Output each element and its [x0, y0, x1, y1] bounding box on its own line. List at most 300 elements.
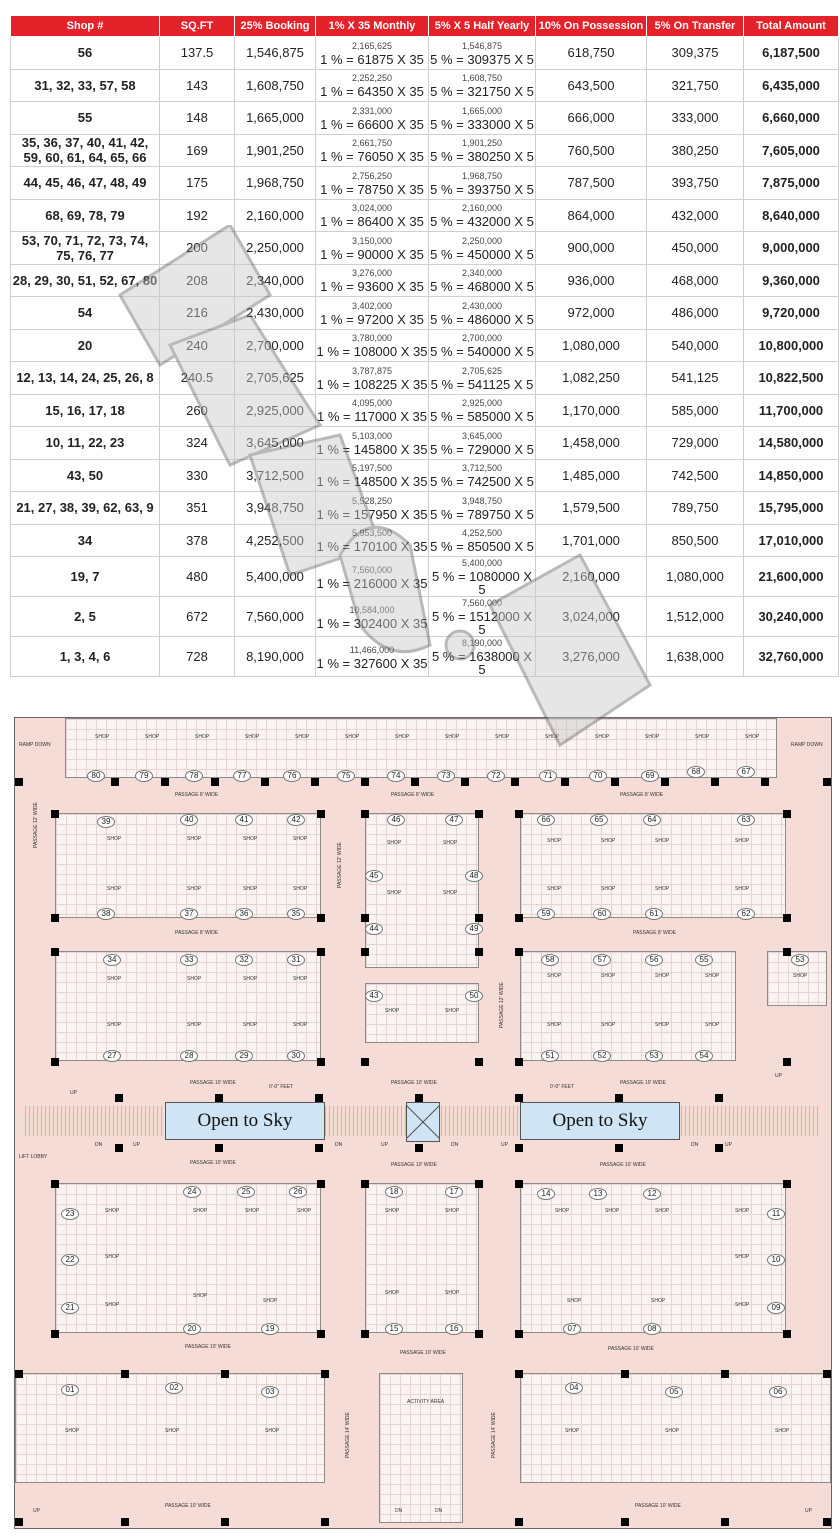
cell-formula: 5 % = 1080000 X 5	[431, 569, 533, 597]
structural-column	[15, 778, 23, 786]
structural-column	[317, 1330, 325, 1338]
shop-number-badge: 35	[287, 908, 305, 920]
half-yearly-cell	[429, 69, 536, 102]
shop-label: SHOP	[385, 1208, 400, 1214]
structural-column	[461, 778, 469, 786]
sqft-cell: 143	[160, 69, 235, 102]
total-amount-cell: 7,875,000	[744, 167, 839, 200]
col-header-booking: 25% Booking	[235, 16, 316, 37]
structural-column	[823, 1370, 831, 1378]
shop-label: SHOP	[445, 1290, 460, 1296]
booking-cell: 4,252,500	[235, 524, 316, 557]
shop-number-badge: 71	[539, 770, 557, 782]
shop-label: SHOP	[345, 734, 360, 740]
booking-cell: 1,665,000	[235, 102, 316, 135]
shop-label: SHOP	[293, 886, 308, 892]
shop-number-badge: 17	[445, 1186, 463, 1198]
payment-plan-table	[10, 15, 839, 677]
transfer-cell: 850,500	[647, 524, 744, 557]
cell-total-value: 5,197,500	[351, 463, 393, 474]
cell-formula: 1 % = 327600 X 35	[316, 655, 428, 671]
cell-total-value: 1,665,000	[461, 105, 503, 116]
total-amount-cell: 30,240,000	[744, 597, 839, 637]
sqft-cell: 148	[160, 102, 235, 135]
possession-cell: 1,579,500	[536, 492, 647, 525]
structural-column	[315, 1094, 323, 1102]
cell-total-value: 2,756,250	[351, 170, 393, 181]
cell-formula: 1 % = 117000 X 35	[317, 409, 427, 425]
cell-total-value: 4,095,000	[351, 398, 393, 409]
shop-number-badge: 30	[287, 1050, 305, 1062]
structural-column	[215, 1094, 223, 1102]
shop-number-badge: 60	[593, 908, 611, 920]
booking-cell: 2,250,000	[235, 232, 316, 265]
shop-number-badge: 67	[737, 766, 755, 778]
block-upper-center	[365, 813, 479, 968]
total-amount-cell: 9,000,000	[744, 232, 839, 265]
sqft-cell: 378	[160, 524, 235, 557]
shop-number-badge: 21	[61, 1302, 79, 1314]
cell-formula: 5 % = 333000 X 5	[430, 116, 534, 132]
structural-column	[161, 778, 169, 786]
shop-label: SHOP	[105, 1302, 120, 1308]
structural-column	[51, 810, 59, 818]
cell-formula: 5 % = 309375 X 5	[430, 51, 534, 67]
stair-up-label: UP	[33, 1508, 40, 1514]
shop-label: SHOP	[297, 1208, 312, 1214]
cell-formula: 5 % = 321750 X 5	[430, 84, 534, 100]
col-header-possession: 10% On Possession	[536, 16, 647, 37]
possession-cell: 1,701,000	[536, 524, 647, 557]
cell-formula: 5 % = 468000 X 5	[430, 279, 534, 295]
shop-numbers-cell: 2, 5	[11, 597, 160, 637]
monthly-cell	[316, 459, 429, 492]
monthly-cell	[316, 492, 429, 525]
shop-label: SHOP	[145, 734, 160, 740]
monthly-cell	[316, 232, 429, 265]
monthly-cell	[316, 427, 429, 460]
structural-column	[475, 914, 483, 922]
shop-label: SHOP	[695, 734, 710, 740]
shop-label: SHOP	[243, 836, 258, 842]
table-row	[11, 69, 839, 102]
shop-label: SHOP	[601, 973, 616, 979]
shop-label: SHOP	[655, 838, 670, 844]
col-header-total: Total Amount	[744, 16, 839, 37]
shop-label: SHOP	[547, 886, 562, 892]
structural-column	[475, 1330, 483, 1338]
passage-label: PASSAGE 10' WIDE	[620, 1080, 666, 1086]
cell-formula: 1 % = 148500 X 35	[316, 474, 428, 490]
shop-label: SHOP	[445, 1008, 460, 1014]
possession-cell: 3,024,000	[536, 597, 647, 637]
shop-numbers-cell: 68, 69, 78, 79	[11, 199, 160, 232]
shop-label: SHOP	[547, 838, 562, 844]
shop-number-badge: 26	[289, 1186, 307, 1198]
structural-column	[475, 1180, 483, 1188]
structural-column	[515, 1144, 523, 1152]
open-to-sky-left: Open to Sky	[165, 1102, 325, 1140]
half-yearly-cell	[429, 524, 536, 557]
sqft-cell: 480	[160, 557, 235, 597]
shop-number-badge: 37	[180, 908, 198, 920]
structural-column	[783, 1330, 791, 1338]
shop-label: SHOP	[705, 973, 720, 979]
shop-number-badge: 32	[235, 954, 253, 966]
booking-cell: 2,925,000	[235, 394, 316, 427]
shop-label: SHOP	[705, 1022, 720, 1028]
cell-formula: 1 % = 78750 X 35	[320, 181, 424, 197]
sqft-cell: 175	[160, 167, 235, 200]
structural-column	[411, 778, 419, 786]
shop-number-badge: 68	[687, 766, 705, 778]
transfer-cell: 333,000	[647, 102, 744, 135]
cell-formula: 5 % = 541125 X 5	[430, 376, 534, 392]
shop-number-badge: 58	[541, 954, 559, 966]
shop-label: SHOP	[547, 973, 562, 979]
cell-total-value: 11,466,000	[349, 644, 395, 655]
cell-formula: 1 % = 97200 X 35	[320, 311, 424, 327]
shop-number-badge: 33	[180, 954, 198, 966]
shop-number-badge: 64	[643, 814, 661, 826]
shop-label: SHOP	[243, 976, 258, 982]
shop-number-badge: 61	[645, 908, 663, 920]
block-upper-left	[55, 813, 321, 918]
table-row	[11, 459, 839, 492]
shop-label: SHOP	[655, 973, 670, 979]
sqft-cell: 192	[160, 199, 235, 232]
table-row	[11, 557, 839, 597]
possession-cell: 760,500	[536, 134, 647, 167]
shop-label: SHOP	[243, 886, 258, 892]
structural-column	[721, 1370, 729, 1378]
ramp-down-right: RAMP DOWN	[791, 742, 823, 748]
shop-label: SHOP	[735, 1302, 750, 1308]
cell-formula: 5 % = 432000 X 5	[430, 214, 534, 230]
structural-column	[321, 1518, 329, 1526]
shop-numbers-cell: 12, 13, 14, 24, 25, 26, 8	[11, 362, 160, 395]
shop-number-badge: 14	[537, 1188, 555, 1200]
shop-number-badge: 36	[235, 908, 253, 920]
sqft-cell: 240.5	[160, 362, 235, 395]
booking-cell: 1,968,750	[235, 167, 316, 200]
shop-label: SHOP	[193, 1208, 208, 1214]
monthly-cell	[316, 524, 429, 557]
passage-vertical-label: PASSAGE 14' WIDE	[491, 1412, 497, 1458]
shop-label: SHOP	[385, 1290, 400, 1296]
possession-cell: 900,000	[536, 232, 647, 265]
cell-total-value: 3,645,000	[461, 430, 503, 441]
cell-formula: 1 % = 170100 X 35	[316, 539, 428, 555]
cell-total-value: 1,901,250	[461, 138, 503, 149]
shop-label: SHOP	[445, 734, 460, 740]
shop-label: SHOP	[651, 1298, 666, 1304]
booking-cell: 2,340,000	[235, 264, 316, 297]
structural-column	[51, 1180, 59, 1188]
shop-label: SHOP	[443, 890, 458, 896]
shop-label: SHOP	[745, 734, 760, 740]
table-row	[11, 232, 839, 265]
structural-column	[621, 1370, 629, 1378]
col-header-sqft: SQ.FT	[160, 16, 235, 37]
structural-column	[321, 1370, 329, 1378]
structural-column	[115, 1094, 123, 1102]
total-amount-cell: 14,580,000	[744, 427, 839, 460]
structural-column	[15, 1370, 23, 1378]
cell-total-value: 3,780,000	[351, 333, 393, 344]
shop-number-badge: 77	[233, 770, 251, 782]
total-amount-cell: 7,605,000	[744, 134, 839, 167]
shop-label: SHOP	[495, 734, 510, 740]
shop-number-badge: 75	[337, 770, 355, 782]
structural-column	[615, 1144, 623, 1152]
structural-column	[317, 914, 325, 922]
passage-vertical-label: PASSAGE 12' WIDE	[499, 982, 505, 1028]
total-amount-cell: 10,800,000	[744, 329, 839, 362]
shop-numbers-cell: 56	[11, 37, 160, 70]
block-middle-right	[520, 951, 736, 1061]
structural-column	[561, 778, 569, 786]
shop-label: SHOP	[107, 1022, 122, 1028]
sqft-cell: 216	[160, 297, 235, 330]
structural-column	[515, 948, 523, 956]
shop-label: SHOP	[545, 734, 560, 740]
structural-column	[317, 810, 325, 818]
shop-number-badge: 69	[641, 770, 659, 782]
shop-number-badge: 59	[537, 908, 555, 920]
cell-total-value: 5,953,500	[351, 528, 393, 539]
total-amount-cell: 9,720,000	[744, 297, 839, 330]
passage-label: PASSAGE 10' WIDE	[165, 1503, 211, 1509]
shop-label: SHOP	[443, 840, 458, 846]
shop-label: SHOP	[601, 838, 616, 844]
possession-cell: 1,170,000	[536, 394, 647, 427]
stair-down-label: DN	[451, 1142, 459, 1148]
cell-formula: 5 % = 1638000 X 5	[431, 649, 533, 677]
shop-number-badge: 47	[445, 814, 463, 826]
stair-down-label: DN	[335, 1142, 343, 1148]
shop-number-badge: 56	[645, 954, 663, 966]
monthly-cell	[316, 557, 429, 597]
cell-total-value: 5,103,000	[351, 430, 393, 441]
shop-numbers-cell: 35, 36, 37, 40, 41, 42, 59, 60, 61, 64, 65, 66	[11, 134, 160, 167]
shop-label: SHOP	[165, 1428, 180, 1434]
monthly-cell	[316, 597, 429, 637]
shop-label: SHOP	[655, 1208, 670, 1214]
cell-formula: 1 % = 93600 X 35	[320, 279, 424, 295]
possession-cell: 1,458,000	[536, 427, 647, 460]
shop-number-badge: 10	[767, 1254, 785, 1266]
total-amount-cell: 21,600,000	[744, 557, 839, 597]
shop-label: SHOP	[555, 1208, 570, 1214]
shop-numbers-cell: 1, 3, 4, 6	[11, 637, 160, 677]
sqft-cell: 169	[160, 134, 235, 167]
structural-column	[261, 778, 269, 786]
shop-number-badge: 52	[593, 1050, 611, 1062]
structural-column	[415, 1144, 423, 1152]
shop-label: SHOP	[263, 1298, 278, 1304]
transfer-cell: 380,250	[647, 134, 744, 167]
cell-formula: 1 % = 64350 X 35	[320, 84, 424, 100]
sqft-cell: 672	[160, 597, 235, 637]
cell-total-value: 2,340,000	[461, 268, 503, 279]
feet-marker: 0'-0" FEET	[269, 1084, 294, 1090]
half-yearly-cell	[429, 362, 536, 395]
booking-cell: 1,901,250	[235, 134, 316, 167]
cell-total-value: 3,150,000	[351, 235, 393, 246]
half-yearly-cell	[429, 492, 536, 525]
shop-number-badge: 08	[643, 1323, 661, 1335]
passage-label: PASSAGE 8' WIDE	[391, 792, 435, 798]
cell-total-value: 2,661,750	[351, 138, 393, 149]
half-yearly-cell	[429, 329, 536, 362]
structural-column	[475, 810, 483, 818]
structural-column	[317, 948, 325, 956]
possession-cell: 618,750	[536, 37, 647, 70]
structural-column	[315, 1144, 323, 1152]
structural-column	[51, 948, 59, 956]
stair-up-label: UP	[501, 1142, 508, 1148]
structural-column	[823, 778, 831, 786]
structural-column	[515, 1058, 523, 1066]
transfer-cell: 432,000	[647, 199, 744, 232]
passage-label: PASSAGE 8' WIDE	[620, 792, 664, 798]
void-center	[406, 1102, 440, 1142]
shop-number-badge: 51	[541, 1050, 559, 1062]
booking-cell: 3,712,500	[235, 459, 316, 492]
stair-up-label: UP	[70, 1090, 77, 1096]
shop-number-badge: 44	[365, 923, 383, 935]
transfer-cell: 468,000	[647, 264, 744, 297]
half-yearly-cell	[429, 199, 536, 232]
structural-column	[51, 914, 59, 922]
shop-label: SHOP	[265, 1428, 280, 1434]
monthly-cell	[316, 362, 429, 395]
structural-column	[515, 1518, 523, 1526]
sqft-cell: 137.5	[160, 37, 235, 70]
structural-column	[121, 1518, 129, 1526]
stair-up-label: UP	[805, 1508, 812, 1514]
shop-label: SHOP	[243, 1022, 258, 1028]
structural-column	[515, 810, 523, 818]
booking-cell: 3,645,000	[235, 427, 316, 460]
structural-column	[715, 1144, 723, 1152]
block-upper-right	[520, 813, 786, 918]
booking-cell: 7,560,000	[235, 597, 316, 637]
structural-column	[711, 778, 719, 786]
shop-label: SHOP	[775, 1428, 790, 1434]
shop-number-badge: 38	[97, 908, 115, 920]
table-row	[11, 329, 839, 362]
structural-column	[361, 810, 369, 818]
shop-number-badge: 05	[665, 1386, 683, 1398]
table-row	[11, 102, 839, 135]
structural-column	[783, 1058, 791, 1066]
booking-cell: 5,400,000	[235, 557, 316, 597]
structural-column	[115, 1144, 123, 1152]
cell-total-value: 1,608,750	[461, 73, 503, 84]
shop-numbers-cell: 15, 16, 17, 18	[11, 394, 160, 427]
shop-numbers-cell: 43, 50	[11, 459, 160, 492]
passage-label: PASSAGE 10' WIDE	[190, 1160, 236, 1166]
transfer-cell: 541,125	[647, 362, 744, 395]
shop-number-badge: 09	[767, 1302, 785, 1314]
monthly-cell	[316, 297, 429, 330]
cell-total-value: 7,560,000	[461, 598, 503, 608]
shop-number-badge: 40	[180, 814, 198, 826]
shop-number-badge: 46	[387, 814, 405, 826]
block-lower-center	[365, 1183, 479, 1333]
cell-formula: 5 % = 729000 X 5	[430, 441, 534, 457]
cell-formula: 5 % = 540000 X 5	[430, 344, 534, 360]
sqft-cell: 324	[160, 427, 235, 460]
open-to-sky-right: Open to Sky	[520, 1102, 680, 1140]
transfer-cell: 742,500	[647, 459, 744, 492]
possession-cell: 2,160,000	[536, 557, 647, 597]
shop-number-badge: 11	[767, 1208, 785, 1220]
half-yearly-cell	[429, 557, 536, 597]
shop-numbers-cell: 44, 45, 46, 47, 48, 49	[11, 167, 160, 200]
shop-number-badge: 39	[97, 816, 115, 828]
monthly-cell	[316, 264, 429, 297]
structural-column	[715, 1094, 723, 1102]
sqft-cell: 208	[160, 264, 235, 297]
cell-formula: 1 % = 302400 X 35	[316, 615, 428, 631]
shop-label: SHOP	[187, 976, 202, 982]
table-row	[11, 492, 839, 525]
cell-total-value: 3,024,000	[351, 203, 393, 214]
total-amount-cell: 8,640,000	[744, 199, 839, 232]
shop-label: SHOP	[595, 734, 610, 740]
shop-number-badge: 72	[487, 770, 505, 782]
cell-formula: 1 % = 76050 X 35	[320, 149, 424, 165]
shop-number-badge: 63	[737, 814, 755, 826]
shop-number-badge: 19	[261, 1323, 279, 1335]
monthly-cell	[316, 199, 429, 232]
sqft-cell: 728	[160, 637, 235, 677]
table-row	[11, 134, 839, 167]
table-row	[11, 264, 839, 297]
structural-column	[361, 914, 369, 922]
passage-vertical-label: PASSAGE 12' WIDE	[33, 802, 39, 848]
shop-number-badge: 65	[590, 814, 608, 826]
structural-column	[361, 1330, 369, 1338]
half-yearly-cell	[429, 102, 536, 135]
monthly-cell	[316, 167, 429, 200]
structural-column	[615, 1094, 623, 1102]
shop-label: SHOP	[65, 1428, 80, 1434]
structural-column	[823, 1518, 831, 1526]
shop-label: SHOP	[601, 886, 616, 892]
shop-numbers-cell: 19, 7	[11, 557, 160, 597]
shop-numbers-cell: 28, 29, 30, 51, 52, 67, 80	[11, 264, 160, 297]
shop-number-badge: 20	[183, 1323, 201, 1335]
structural-column	[783, 948, 791, 956]
structural-column	[515, 1330, 523, 1338]
shop-number-badge: 18	[385, 1186, 403, 1198]
passage-label: PASSAGE 10' WIDE	[190, 1080, 236, 1086]
cell-total-value: 1,968,750	[461, 170, 503, 181]
total-amount-cell: 11,700,000	[744, 394, 839, 427]
sqft-cell: 351	[160, 492, 235, 525]
cell-formula: 5 % = 380250 X 5	[430, 149, 534, 165]
shop-label: SHOP	[665, 1428, 680, 1434]
structural-column	[721, 1518, 729, 1526]
structural-column	[783, 1180, 791, 1188]
table-row	[11, 297, 839, 330]
cell-total-value: 2,331,000	[351, 105, 393, 116]
booking-cell: 1,608,750	[235, 69, 316, 102]
